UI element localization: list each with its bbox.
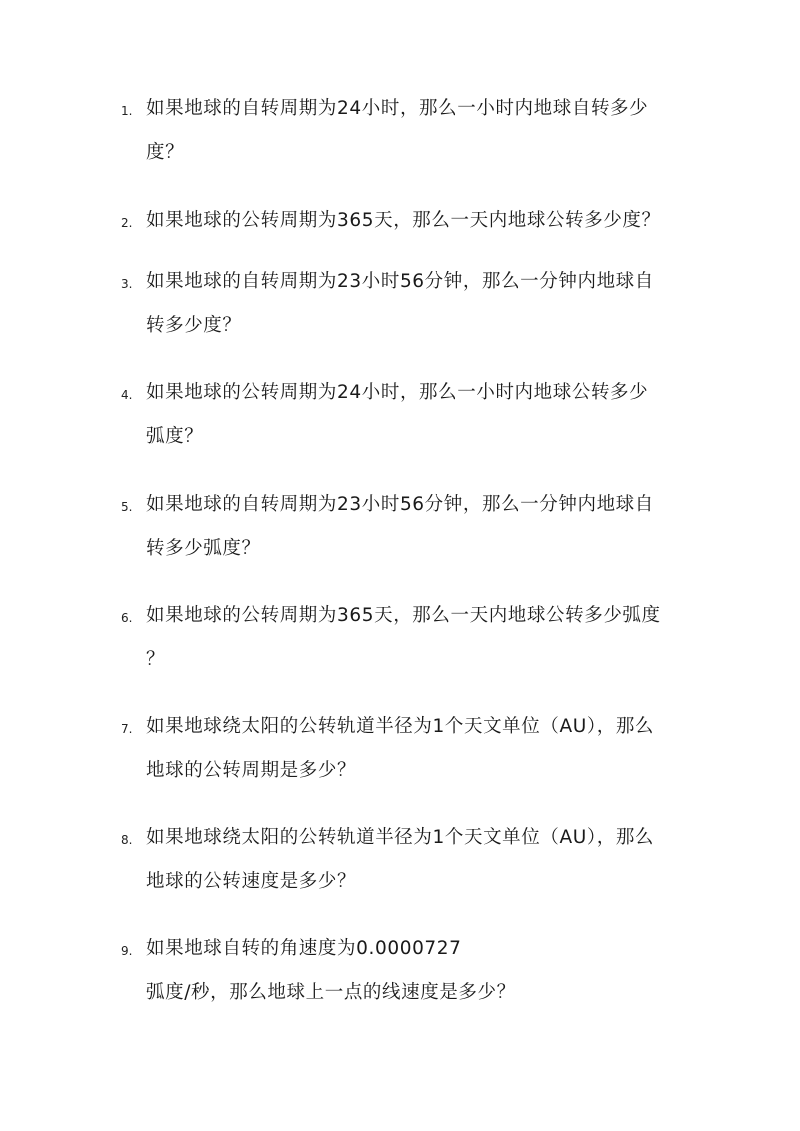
question-number: 2. — [121, 216, 133, 230]
question-number: 9. — [121, 944, 133, 958]
question-number: 7. — [121, 722, 133, 736]
question-text-line: 如果地球的公转周期为365天，那么一天内地球公转多少度？ — [146, 210, 661, 231]
question-number: 3. — [121, 277, 133, 291]
question-number: 1. — [121, 104, 133, 118]
question-number: 4. — [121, 388, 133, 402]
question-number: 8. — [121, 833, 133, 847]
question-text-line: 如果地球的自转周期为23小时56分钟，那么一分钟内地球自 — [146, 271, 654, 292]
question-text-line: 转多少弧度？ — [146, 538, 261, 559]
question-number: 6. — [121, 611, 133, 625]
question-text-line: 转多少度？ — [146, 315, 242, 336]
question-text-line: 弧度？ — [146, 426, 204, 447]
question-text-line: 地球的公转周期是多少？ — [146, 760, 357, 781]
question-text-line: ？ — [146, 649, 166, 670]
question-text-line: 如果地球的公转周期为365天，那么一天内地球公转多少弧度 — [146, 605, 661, 626]
question-text-line: 度？ — [146, 142, 185, 163]
question-text-line: 如果地球的公转周期为24小时，那么一小时内地球公转多少 — [146, 382, 649, 403]
question-number: 5. — [121, 500, 133, 514]
question-text-line: 如果地球绕太阳的公转轨道半径为1个天文单位（AU），那么 — [146, 827, 655, 848]
question-text-line: 如果地球的自转周期为23小时56分钟，那么一分钟内地球自 — [146, 494, 654, 515]
question-text-line: 如果地球的自转周期为24小时，那么一小时内地球自转多少 — [146, 98, 649, 119]
question-text-line: 如果地球绕太阳的公转轨道半径为1个天文单位（AU），那么 — [146, 716, 655, 737]
question-text-line: 弧度/秒，那么地球上一点的线速度是多少？ — [146, 982, 516, 1003]
question-text-line: 地球的公转速度是多少？ — [146, 871, 357, 892]
question-text-line: 如果地球自转的角速度为0.0000727 — [146, 938, 462, 959]
